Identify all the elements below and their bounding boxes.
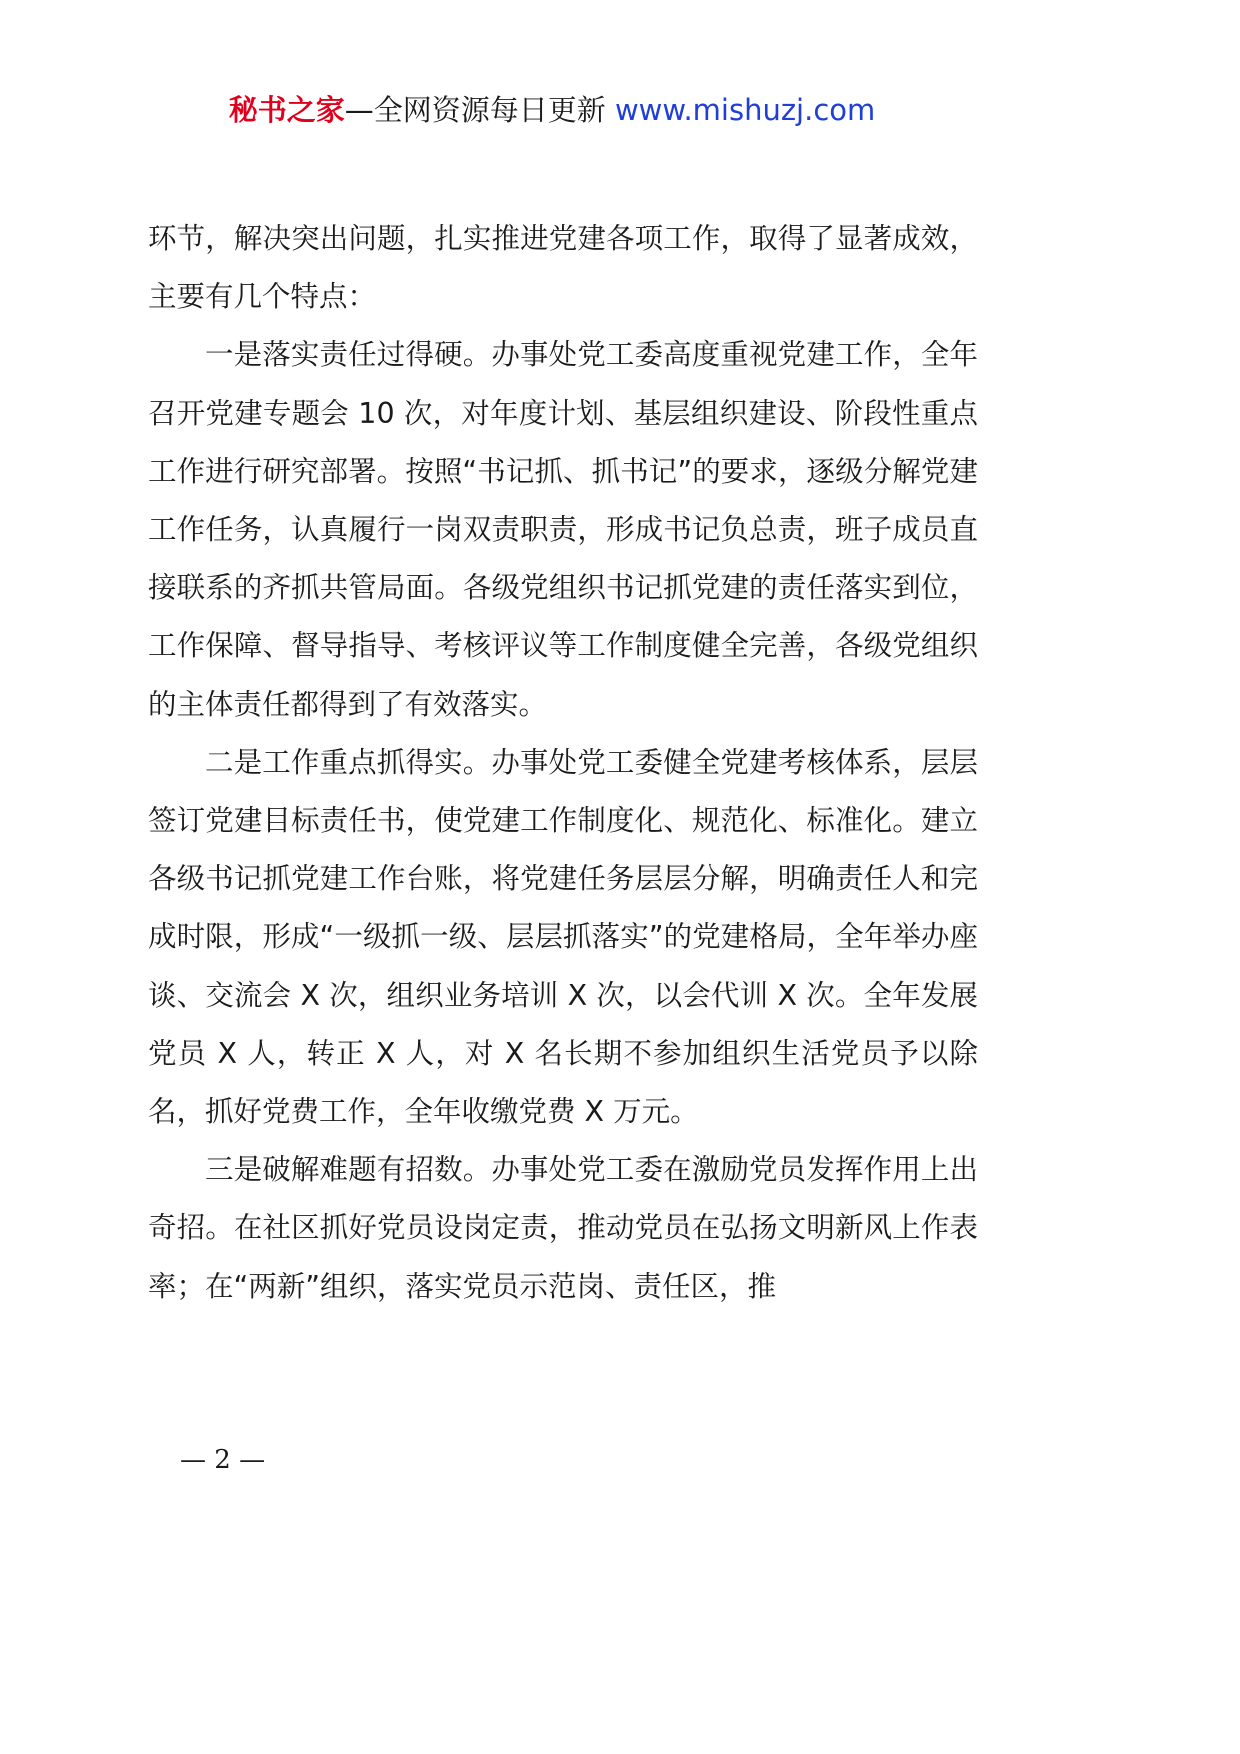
document-body [148, 210, 978, 1316]
page-header [0, 92, 1104, 128]
paragraph-point-one: 一是落实责任过得硬。办事处党工委高度重视党建工作，全年召开党建专题会 10 次，对年度计划、基层组织建设、阶段性重点工作进行研究部署。按照“书记抓、抓书记”的要求，逐级分解党建工作任务，认真履行一岗双责职责，形成书记负总责，班子成员直接联系的齐抓共管局面。各级党组织书记抓党建的责任落实到位，工作保障、督导指导、考核评议等工作制度健全完善，各级党组织的主体责任都得到了有效落实。 [148, 338, 978, 721]
paragraph-continuation: 环节，解决突出问题，扎实推进党建各项工作，取得了显著成效，主要有几个特点： [148, 222, 978, 314]
site-tagline: —全网资源每日更新 [344, 93, 615, 127]
page-number: — 2 — [180, 1445, 266, 1475]
site-brand: 秘书之家 [228, 93, 345, 127]
paragraph-point-two: 二是工作重点抓得实。办事处党工委健全党建考核体系，层层签订党建目标责任书，使党建工作制度化、规范化、标准化。建立各级书记抓党建工作台账，将党建任务层层分解，明确责任人和完成时限，形成“一级抓一级、层层抓落实”的党建格局，全年举办座谈、交流会 X 次，组织业务培训 X 次，以会代训 X 次。全年发展党员 X 人，转正 X 人，对 X 名长期不参加组织生活党员予以除名，抓好党费工作，全年收缴党费 X 万元。 [148, 745, 978, 1129]
paragraph-point-three: 三是破解难题有招数。办事处党工委在激励党员发挥作用上出奇招。在社区抓好党员设岗定责，推动党员在弘扬文明新风上作表率；在“两新”组织，落实党员示范岗、责任区，推 [148, 1153, 978, 1303]
site-url-link[interactable]: www.mishuzj.com [614, 93, 876, 127]
